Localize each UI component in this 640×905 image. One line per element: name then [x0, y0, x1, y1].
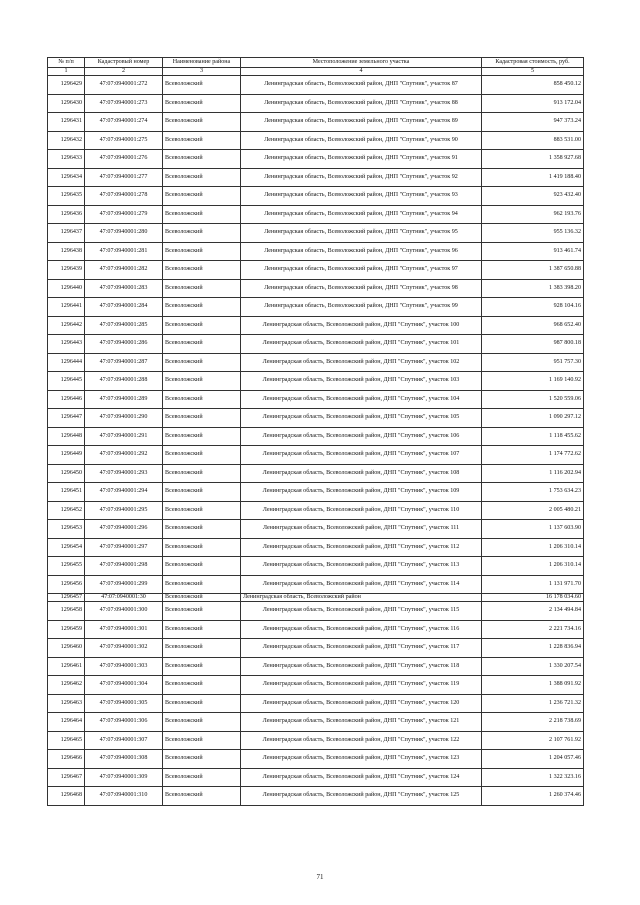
table-row [48, 575, 584, 594]
location-cell: Ленинградская область, Всеволожский район, ДНП "Спутник", участок 117 [241, 639, 482, 658]
header-cadastral-cost: Кадастровая стоимость, руб. [482, 58, 584, 68]
row-number-cell: 1296464 [48, 713, 85, 732]
cadastral-cost-cell: 913 461.74 [482, 242, 584, 261]
location-cell: Ленинградская область, Всеволожский район, ДНП "Спутник", участок 118 [241, 657, 482, 676]
cadastral-number-cell: 47:07:0940001:296 [85, 520, 163, 539]
location-cell: Ленинградская область, Всеволожский район, ДНП "Спутник", участок 120 [241, 694, 482, 713]
table-row [48, 787, 584, 806]
cadastral-number-cell: 47:07:0940001:280 [85, 224, 163, 243]
table-row [48, 372, 584, 391]
row-number-cell: 1296445 [48, 372, 85, 391]
row-number-cell: 1296451 [48, 483, 85, 502]
row-number-cell: 1296465 [48, 731, 85, 750]
row-number-cell: 1296450 [48, 464, 85, 483]
row-number-cell: 1296446 [48, 390, 85, 409]
cadastral-cost-cell: 1 174 772.62 [482, 446, 584, 465]
table-row [48, 150, 584, 169]
cadastral-table [47, 57, 584, 806]
row-number-cell: 1296456 [48, 575, 85, 594]
row-number-cell: 1296442 [48, 316, 85, 335]
table-row [48, 731, 584, 750]
cadastral-cost-cell: 1 387 650.88 [482, 261, 584, 280]
cadastral-cost-cell: 2 218 738.69 [482, 713, 584, 732]
row-number-cell: 1296440 [48, 279, 85, 298]
district-cell: Всеволожский [163, 750, 241, 769]
cadastral-number-cell: 47:07:0940001:292 [85, 446, 163, 465]
location-cell: Ленинградская область, Всеволожский район, ДНП "Спутник", участок 97 [241, 261, 482, 280]
cadastral-cost-cell: 1 206 310.14 [482, 538, 584, 557]
row-number-cell: 1296432 [48, 131, 85, 150]
district-cell: Всеволожский [163, 731, 241, 750]
cadastral-number-cell: 47:07:0940001:279 [85, 205, 163, 224]
cadastral-cost-cell: 1 169 140.92 [482, 372, 584, 391]
district-cell: Всеволожский [163, 353, 241, 372]
location-cell: Ленинградская область, Всеволожский район, ДНП "Спутник", участок 90 [241, 131, 482, 150]
location-cell: Ленинградская область, Всеволожский район, ДНП "Спутник", участок 125 [241, 787, 482, 806]
district-cell: Всеволожский [163, 279, 241, 298]
row-number-cell: 1296430 [48, 94, 85, 113]
cadastral-cost-cell: 858 450.12 [482, 76, 584, 95]
district-cell: Всеволожский [163, 713, 241, 732]
district-cell: Всеволожский [163, 594, 241, 602]
location-cell: Ленинградская область, Всеволожский район, ДНП "Спутник", участок 98 [241, 279, 482, 298]
cadastral-number-cell: 47:07:0940001:278 [85, 187, 163, 206]
district-cell: Всеволожский [163, 335, 241, 354]
district-cell: Всеволожский [163, 131, 241, 150]
cadastral-number-cell: 47:07:0940001:275 [85, 131, 163, 150]
row-number-cell: 1296437 [48, 224, 85, 243]
cadastral-number-cell: 47:07:0940001:301 [85, 620, 163, 639]
cadastral-cost-cell: 2 221 734.16 [482, 620, 584, 639]
district-cell: Всеволожский [163, 150, 241, 169]
district-cell: Всеволожский [163, 390, 241, 409]
row-number-cell: 1296435 [48, 187, 85, 206]
row-number-cell: 1296434 [48, 168, 85, 187]
table-row [48, 557, 584, 576]
location-cell: Ленинградская область, Всеволожский район, ДНП "Спутник", участок 91 [241, 150, 482, 169]
column-number-row [48, 68, 584, 76]
cadastral-cost-cell: 1 137 603.90 [482, 520, 584, 539]
table-row [48, 409, 584, 428]
cadastral-cost-cell: 923 432.40 [482, 187, 584, 206]
location-cell: Ленинградская область, Всеволожский район, ДНП "Спутник", участок 89 [241, 113, 482, 132]
table-row [48, 483, 584, 502]
location-cell: Ленинградская область, Всеволожский район, ДНП "Спутник", участок 112 [241, 538, 482, 557]
cadastral-number-cell: 47:07:0940001:299 [85, 575, 163, 594]
district-cell: Всеволожский [163, 575, 241, 594]
district-cell: Всеволожский [163, 113, 241, 132]
district-cell: Всеволожский [163, 768, 241, 787]
row-number-cell: 1296453 [48, 520, 85, 539]
district-cell: Всеволожский [163, 242, 241, 261]
cadastral-cost-cell: 962 193.76 [482, 205, 584, 224]
district-cell: Всеволожский [163, 94, 241, 113]
table-row [48, 620, 584, 639]
cadastral-number-cell: 47:07:0940001:310 [85, 787, 163, 806]
table-row [48, 390, 584, 409]
page-number: 71 [316, 873, 324, 881]
column-number: 3 [163, 68, 241, 76]
row-number-cell: 1296452 [48, 501, 85, 520]
cadastral-cost-cell: 883 531.00 [482, 131, 584, 150]
district-cell: Всеволожский [163, 205, 241, 224]
table-row [48, 131, 584, 150]
cadastral-number-cell: 47:07:0940001:308 [85, 750, 163, 769]
location-cell: Ленинградская область, Всеволожский район, ДНП "Спутник", участок 87 [241, 76, 482, 95]
district-cell: Всеволожский [163, 520, 241, 539]
location-cell: Ленинградская область, Всеволожский район [241, 594, 482, 602]
row-number-cell: 1296447 [48, 409, 85, 428]
cadastral-number-cell: 47:07:0940001:291 [85, 427, 163, 446]
row-number-cell: 1296441 [48, 298, 85, 317]
cadastral-cost-cell: 968 652.40 [482, 316, 584, 335]
district-cell: Всеволожский [163, 224, 241, 243]
table-row [48, 261, 584, 280]
location-cell: Ленинградская область, Всеволожский район, ДНП "Спутник", участок 119 [241, 676, 482, 695]
table-row [48, 657, 584, 676]
cadastral-number-cell: 47:07:0940001:274 [85, 113, 163, 132]
cadastral-number-cell: 47:07:0940001:294 [85, 483, 163, 502]
district-cell: Всеволожский [163, 620, 241, 639]
column-number: 1 [48, 68, 85, 76]
district-cell: Всеволожский [163, 538, 241, 557]
district-cell: Всеволожский [163, 464, 241, 483]
district-cell: Всеволожский [163, 427, 241, 446]
row-number-cell: 1296436 [48, 205, 85, 224]
cadastral-number-cell: 47:07:0940001:307 [85, 731, 163, 750]
location-cell: Ленинградская область, Всеволожский район, ДНП "Спутник", участок 106 [241, 427, 482, 446]
location-cell: Ленинградская область, Всеволожский район, ДНП "Спутник", участок 116 [241, 620, 482, 639]
cadastral-cost-cell: 1 322 323.16 [482, 768, 584, 787]
cadastral-cost-cell: 1 358 927.68 [482, 150, 584, 169]
table-body [48, 76, 584, 806]
location-cell: Ленинградская область, Всеволожский район, ДНП "Спутник", участок 115 [241, 602, 482, 621]
cadastral-number-cell: 47:07:0940001:281 [85, 242, 163, 261]
row-number-cell: 1296433 [48, 150, 85, 169]
location-cell: Ленинградская область, Всеволожский район, ДНП "Спутник", участок 103 [241, 372, 482, 391]
row-number-cell: 1296454 [48, 538, 85, 557]
cadastral-cost-cell: 987 800.18 [482, 335, 584, 354]
table-row [48, 76, 584, 95]
cadastral-cost-cell: 955 136.32 [482, 224, 584, 243]
cadastral-number-cell: 47:07:0940001:284 [85, 298, 163, 317]
row-number-cell: 1296468 [48, 787, 85, 806]
district-cell: Всеволожский [163, 657, 241, 676]
table-row [48, 713, 584, 732]
cadastral-cost-cell: 1 753 634.23 [482, 483, 584, 502]
location-cell: Ленинградская область, Всеволожский район, ДНП "Спутник", участок 114 [241, 575, 482, 594]
cadastral-cost-cell: 928 104.16 [482, 298, 584, 317]
cadastral-number-cell: 47:07:0940001:293 [85, 464, 163, 483]
cadastral-cost-cell: 913 172.04 [482, 94, 584, 113]
table-row [48, 279, 584, 298]
cadastral-number-cell: 47:07:0940001:298 [85, 557, 163, 576]
cadastral-cost-cell: 1 131 971.70 [482, 575, 584, 594]
district-cell: Всеволожский [163, 557, 241, 576]
table-row [48, 694, 584, 713]
cadastral-cost-cell: 1 090 297.12 [482, 409, 584, 428]
cadastral-cost-cell: 1 260 374.46 [482, 787, 584, 806]
table-row [48, 224, 584, 243]
cadastral-number-cell: 47:07:0940001:306 [85, 713, 163, 732]
column-number: 5 [482, 68, 584, 76]
table-row [48, 750, 584, 769]
location-cell: Ленинградская область, Всеволожский район, ДНП "Спутник", участок 113 [241, 557, 482, 576]
cadastral-number-cell: 47:07:0940001:282 [85, 261, 163, 280]
district-cell: Всеволожский [163, 409, 241, 428]
row-number-cell: 1296457 [48, 594, 85, 602]
cadastral-number-cell: 47:07:0940001:285 [85, 316, 163, 335]
cadastral-cost-cell: 2 107 761.92 [482, 731, 584, 750]
table-header [48, 58, 584, 76]
table-row [48, 446, 584, 465]
cadastral-number-cell: 47:07:0940001:30 [85, 594, 163, 602]
row-number-cell: 1296466 [48, 750, 85, 769]
district-cell: Всеволожский [163, 446, 241, 465]
cadastral-number-cell: 47:07:0940001:272 [85, 76, 163, 95]
location-cell: Ленинградская область, Всеволожский район, ДНП "Спутник", участок 92 [241, 168, 482, 187]
table-row [48, 768, 584, 787]
row-number-cell: 1296455 [48, 557, 85, 576]
cadastral-number-cell: 47:07:0940001:302 [85, 639, 163, 658]
row-number-cell: 1296439 [48, 261, 85, 280]
location-cell: Ленинградская область, Всеволожский район, ДНП "Спутник", участок 122 [241, 731, 482, 750]
location-cell: Ленинградская область, Всеволожский район, ДНП "Спутник", участок 110 [241, 501, 482, 520]
row-number-cell: 1296467 [48, 768, 85, 787]
cadastral-cost-cell: 951 757.30 [482, 353, 584, 372]
district-cell: Всеволожский [163, 316, 241, 335]
district-cell: Всеволожский [163, 676, 241, 695]
table-row [48, 205, 584, 224]
row-number-cell: 1296459 [48, 620, 85, 639]
district-cell: Всеволожский [163, 483, 241, 502]
location-cell: Ленинградская область, Всеволожский район, ДНП "Спутник", участок 108 [241, 464, 482, 483]
row-number-cell: 1296458 [48, 602, 85, 621]
location-cell: Ленинградская область, Всеволожский район, ДНП "Спутник", участок 104 [241, 390, 482, 409]
location-cell: Ленинградская область, Всеволожский район, ДНП "Спутник", участок 101 [241, 335, 482, 354]
cadastral-number-cell: 47:07:0940001:273 [85, 94, 163, 113]
header-cadastral-number: Кадастровый номер [85, 58, 163, 68]
district-cell: Всеволожский [163, 76, 241, 95]
cadastral-cost-cell: 1 388 091.92 [482, 676, 584, 695]
location-cell: Ленинградская область, Всеволожский район, ДНП "Спутник", участок 94 [241, 205, 482, 224]
cadastral-cost-cell: 1 118 455.62 [482, 427, 584, 446]
cadastral-cost-cell: 1 330 207.54 [482, 657, 584, 676]
row-number-cell: 1296443 [48, 335, 85, 354]
cadastral-number-cell: 47:07:0940001:287 [85, 353, 163, 372]
cadastral-number-cell: 47:07:0940001:303 [85, 657, 163, 676]
cadastral-number-cell: 47:07:0940001:283 [85, 279, 163, 298]
location-cell: Ленинградская область, Всеволожский район, ДНП "Спутник", участок 124 [241, 768, 482, 787]
district-cell: Всеволожский [163, 261, 241, 280]
column-number: 2 [85, 68, 163, 76]
row-number-cell: 1296431 [48, 113, 85, 132]
location-cell: Ленинградская область, Всеволожский район, ДНП "Спутник", участок 102 [241, 353, 482, 372]
table-row [48, 316, 584, 335]
table-row [48, 298, 584, 317]
location-cell: Ленинградская область, Всеволожский район, ДНП "Спутник", участок 93 [241, 187, 482, 206]
cadastral-number-cell: 47:07:0940001:309 [85, 768, 163, 787]
district-cell: Всеволожский [163, 298, 241, 317]
row-number-cell: 1296429 [48, 76, 85, 95]
table-row [48, 427, 584, 446]
header-location: Местоположение земельного участка [241, 58, 482, 68]
row-number-cell: 1296462 [48, 676, 85, 695]
table-row [48, 520, 584, 539]
cadastral-number-cell: 47:07:0940001:300 [85, 602, 163, 621]
location-cell: Ленинградская область, Всеволожский район, ДНП "Спутник", участок 109 [241, 483, 482, 502]
row-number-cell: 1296460 [48, 639, 85, 658]
district-cell: Всеволожский [163, 187, 241, 206]
location-cell: Ленинградская область, Всеволожский район, ДНП "Спутник", участок 99 [241, 298, 482, 317]
location-cell: Ленинградская область, Всеволожский район, ДНП "Спутник", участок 88 [241, 94, 482, 113]
cadastral-cost-cell: 1 204 057.46 [482, 750, 584, 769]
row-number-cell: 1296438 [48, 242, 85, 261]
cadastral-number-cell: 47:07:0940001:290 [85, 409, 163, 428]
table-row [48, 168, 584, 187]
table-row [48, 594, 584, 602]
table-row [48, 242, 584, 261]
header-district-name: Наименование района [163, 58, 241, 68]
cadastral-number-cell: 47:07:0940001:297 [85, 538, 163, 557]
district-cell: Всеволожский [163, 787, 241, 806]
district-cell: Всеволожский [163, 602, 241, 621]
cadastral-number-cell: 47:07:0940001:295 [85, 501, 163, 520]
row-number-cell: 1296463 [48, 694, 85, 713]
location-cell: Ленинградская область, Всеволожский район, ДНП "Спутник", участок 105 [241, 409, 482, 428]
cadastral-cost-cell: 16 178 034.60 [482, 594, 584, 602]
location-cell: Ленинградская область, Всеволожский район, ДНП "Спутник", участок 123 [241, 750, 482, 769]
cadastral-number-cell: 47:07:0940001:289 [85, 390, 163, 409]
cadastral-number-cell: 47:07:0940001:277 [85, 168, 163, 187]
cadastral-number-cell: 47:07:0940001:286 [85, 335, 163, 354]
table-row [48, 113, 584, 132]
table-row [48, 94, 584, 113]
cadastral-number-cell: 47:07:0940001:288 [85, 372, 163, 391]
table-row [48, 187, 584, 206]
cadastral-cost-cell: 1 228 836.94 [482, 639, 584, 658]
location-cell: Ленинградская область, Всеволожский район, ДНП "Спутник", участок 95 [241, 224, 482, 243]
row-number-cell: 1296444 [48, 353, 85, 372]
district-cell: Всеволожский [163, 639, 241, 658]
table-row [48, 538, 584, 557]
table-row [48, 353, 584, 372]
district-cell: Всеволожский [163, 372, 241, 391]
row-number-cell: 1296448 [48, 427, 85, 446]
location-cell: Ленинградская область, Всеволожский район, ДНП "Спутник", участок 121 [241, 713, 482, 732]
cadastral-number-cell: 47:07:0940001:304 [85, 676, 163, 695]
table-row [48, 676, 584, 695]
cadastral-cost-cell: 947 373.24 [482, 113, 584, 132]
cadastral-cost-cell: 1 236 721.32 [482, 694, 584, 713]
location-cell: Ленинградская область, Всеволожский район, ДНП "Спутник", участок 96 [241, 242, 482, 261]
table-row [48, 335, 584, 354]
cadastral-cost-cell: 1 383 398.20 [482, 279, 584, 298]
header-row-number: № п/п [48, 58, 85, 68]
cadastral-cost-cell: 2 134 494.84 [482, 602, 584, 621]
table-row [48, 639, 584, 658]
cadastral-cost-cell: 1 206 310.14 [482, 557, 584, 576]
location-cell: Ленинградская область, Всеволожский район, ДНП "Спутник", участок 107 [241, 446, 482, 465]
column-number: 4 [241, 68, 482, 76]
cadastral-cost-cell: 2 005 480.21 [482, 501, 584, 520]
header-row [48, 58, 584, 68]
cadastral-number-cell: 47:07:0940001:305 [85, 694, 163, 713]
district-cell: Всеволожский [163, 168, 241, 187]
table-row [48, 501, 584, 520]
cadastral-cost-cell: 1 520 559.06 [482, 390, 584, 409]
cadastral-cost-cell: 1 116 202.94 [482, 464, 584, 483]
cadastral-number-cell: 47:07:0940001:276 [85, 150, 163, 169]
row-number-cell: 1296449 [48, 446, 85, 465]
location-cell: Ленинградская область, Всеволожский район, ДНП "Спутник", участок 100 [241, 316, 482, 335]
district-cell: Всеволожский [163, 501, 241, 520]
table-row [48, 602, 584, 621]
district-cell: Всеволожский [163, 694, 241, 713]
row-number-cell: 1296461 [48, 657, 85, 676]
cadastral-cost-cell: 1 419 188.40 [482, 168, 584, 187]
table-row [48, 464, 584, 483]
location-cell: Ленинградская область, Всеволожский район, ДНП "Спутник", участок 111 [241, 520, 482, 539]
